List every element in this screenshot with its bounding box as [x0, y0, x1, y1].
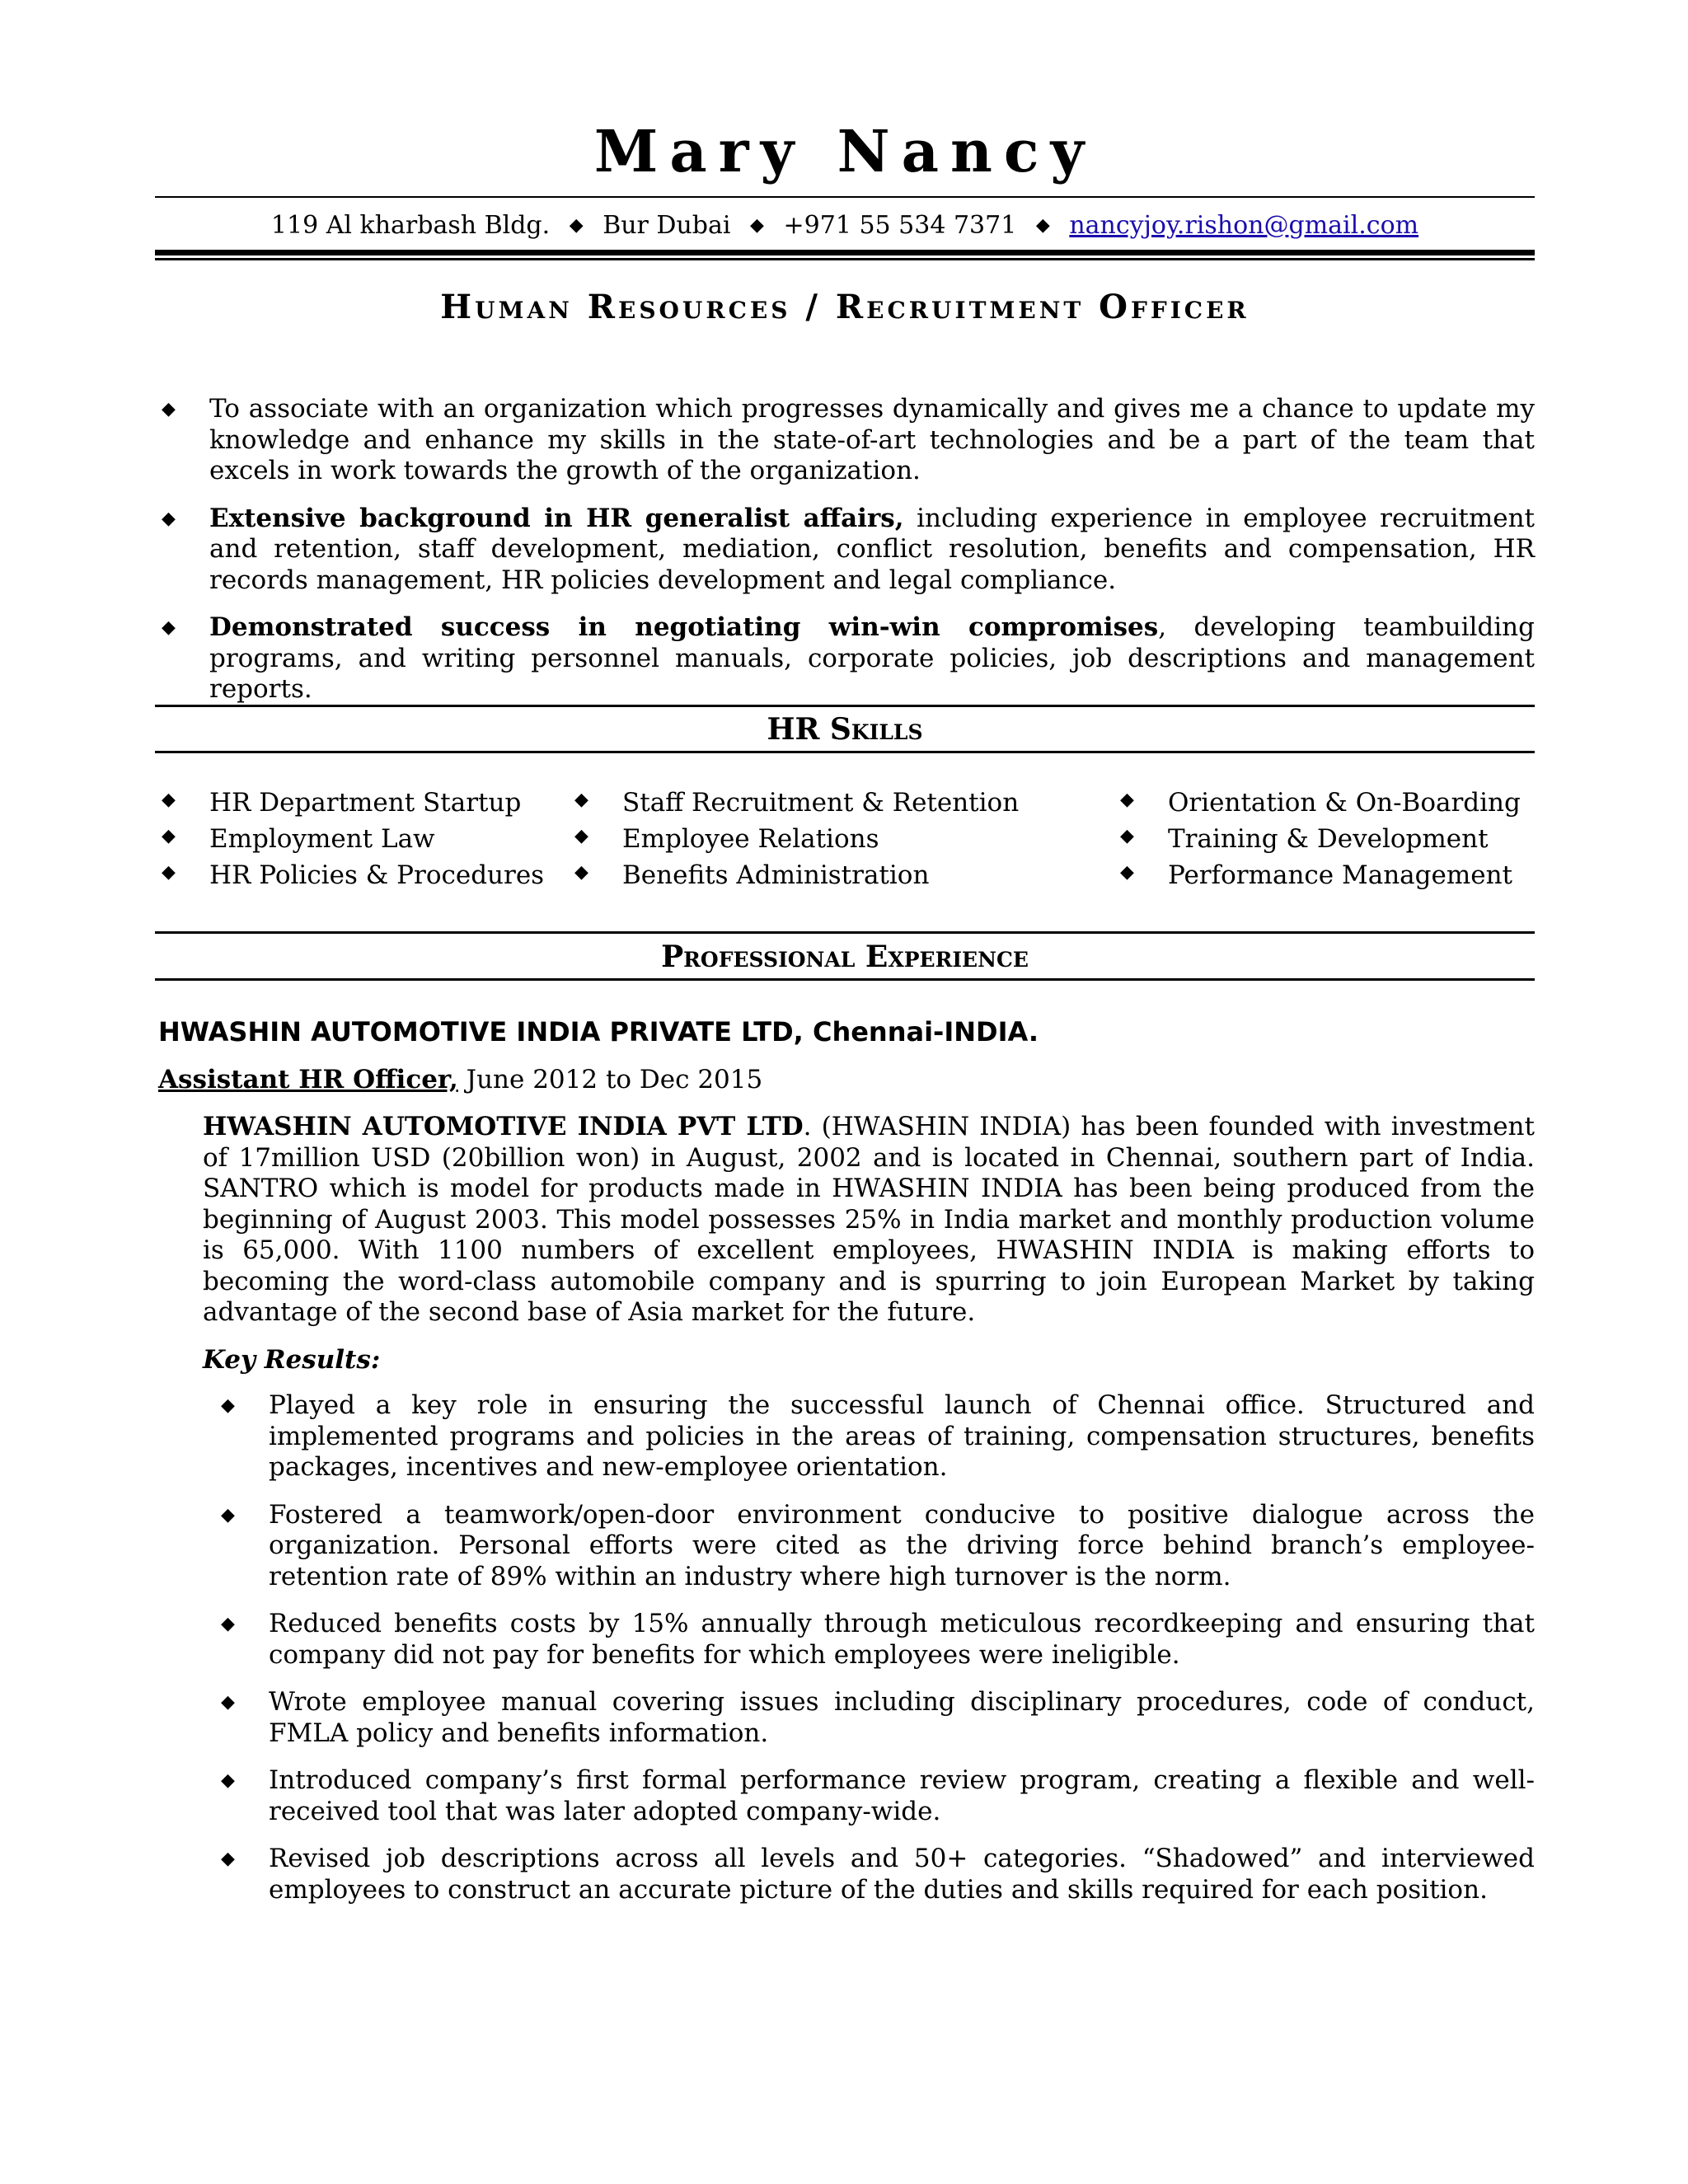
skill-label: HR Policies & Procedures — [209, 860, 545, 890]
diamond-icon: ◆ — [162, 862, 176, 883]
skill-label: Employee Relations — [622, 824, 879, 854]
skill-item — [1120, 821, 1521, 857]
skills-column-3 — [1120, 785, 1521, 893]
skills-column-2 — [574, 785, 1020, 893]
summary-highlight: Demonstrated success in negotiating win-win compromises — [209, 612, 1159, 642]
skill-label: Performance Management — [1168, 860, 1513, 890]
skills-heading: HR Skills — [767, 712, 923, 747]
company-short-name: HWASHIN AUTOMOTIVE INDIA PVT LTD — [203, 1112, 804, 1141]
job-title: Human Resources / Recruitment Officer — [440, 288, 1250, 326]
diamond-icon: ◆ — [1120, 862, 1134, 883]
role-title: Assistant HR Officer, — [158, 1065, 458, 1094]
summary-list — [162, 394, 1535, 722]
skill-label: HR Department Startup — [209, 788, 522, 818]
result-text: Revised job descriptions across all levels and 50+ categories. “Shadowed” and interviewed employees to construct an accurate picture of the duties and skills required for each position. — [269, 1844, 1535, 1905]
diamond-icon: ◆ — [574, 862, 588, 883]
candidate-name: Mary Nancy — [593, 117, 1096, 185]
diamond-icon: ◆ — [221, 1849, 235, 1869]
company-description-text: . (HWASHIN INDIA) has been founded with investment of 17million USD (20billion won) in August, 2002 and is located in Chennai, southern part of India. SANTRO which is model for products made in HWASHIN INDIA has been being produced from the beginning of August 2003. This model possesses 25% in India market and monthly production volume is 65,000. With 1100 numbers of excellent employees, HWASHIN INDIA is making efforts to becoming the word-class automobile company and is spurring to join European Market by taking advantage of the second base of Asia market for the future. — [203, 1112, 1535, 1327]
summary-text: including experience in employee recruitment and retention, staff development, mediation, conflict resolution, benefits and compensation, HR records management, HR policies development and legal compliance. — [209, 503, 1535, 595]
diamond-icon: ◆ — [221, 1504, 235, 1526]
skill-item — [574, 857, 1019, 893]
diamond-icon: ◆ — [574, 790, 588, 810]
result-text: Fostered a teamwork/open-door environment conducive to positive dialogue across the organization. Personal efforts were cited as the driving force behind branch’s employee-retention rate of 89% within an industry where high turnover is the norm. — [269, 1499, 1535, 1591]
skill-label: Orientation & On-Boarding — [1168, 788, 1521, 818]
diamond-icon: ◆ — [162, 508, 176, 529]
diamond-icon: ◆ — [1035, 215, 1050, 236]
diamond-icon: ◆ — [750, 215, 764, 236]
result-text: Played a key role in ensuring the successful launch of Chennai office. Structured and implemented programs and policies in the areas of training, compensation structures, benefits packages, incentives and new-employee orientation. — [269, 1390, 1535, 1482]
diamond-icon: ◆ — [221, 1770, 235, 1791]
email-link[interactable]: nancyjoy.rishon@gmail.com — [1069, 211, 1419, 240]
header-divider-thick — [155, 250, 1535, 255]
diamond-icon: ◆ — [1120, 790, 1134, 810]
result-item — [221, 1390, 1535, 1483]
skill-label: Benefits Administration — [622, 860, 930, 890]
company-name: HWASHIN AUTOMOTIVE INDIA PRIVATE LTD, Chennai-INDIA. — [158, 1016, 1039, 1047]
diamond-icon: ◆ — [221, 1395, 235, 1416]
diamond-icon: ◆ — [569, 215, 584, 236]
skill-item — [162, 785, 544, 821]
summary-text: , developing teambuilding programs, and writing personnel manuals, corporate policies, job descriptions and management reports. — [209, 612, 1535, 704]
skill-item — [162, 857, 545, 893]
skill-label: Employment Law — [209, 824, 435, 854]
header-divider — [155, 196, 1535, 198]
summary-text: To associate with an organization which progresses dynamically and gives me a chance to update my knowledge and enhance my skills in the state-of-art technologies and be a part of the team that excels in work towards the growth of the organization. — [209, 394, 1535, 485]
role-line — [158, 1062, 762, 1098]
skill-item — [1120, 785, 1521, 821]
skill-item — [162, 821, 544, 857]
diamond-icon: ◆ — [574, 826, 588, 846]
skill-label: Staff Recruitment & Retention — [622, 788, 1020, 818]
skill-item — [574, 821, 1019, 857]
result-text: Wrote employee manual covering issues including disciplinary procedures, code of conduct, FMLA policy and benefits information. — [269, 1687, 1535, 1748]
phone: +971 55 534 7371 — [783, 211, 1017, 240]
city: Bur Dubai — [603, 211, 731, 240]
section-divider — [155, 931, 1535, 934]
result-text: Reduced benefits costs by 15% annually through meticulous recordkeeping and ensuring that company did not pay for benefits for which employees were ineligible. — [269, 1609, 1535, 1670]
diamond-icon: ◆ — [1120, 826, 1134, 846]
experience-heading: Professional Experience — [661, 940, 1029, 974]
role-dates: June 2012 to Dec 2015 — [457, 1065, 763, 1094]
section-divider — [155, 751, 1535, 753]
summary-highlight: Extensive background in HR generalist affairs, — [209, 503, 904, 533]
summary-item — [162, 612, 1535, 705]
company-description — [203, 1112, 1535, 1329]
skill-item — [574, 785, 1020, 821]
diamond-icon: ◆ — [221, 1692, 235, 1713]
skill-item — [1120, 857, 1521, 893]
address: 119 Al kharbash Bldg. — [270, 211, 551, 240]
contact-line — [155, 208, 1535, 246]
results-list — [221, 1390, 1535, 1922]
result-item — [221, 1844, 1535, 1905]
result-item — [221, 1499, 1535, 1593]
skill-label: Training & Development — [1168, 824, 1489, 854]
skills-column-1 — [162, 785, 545, 893]
result-text: Introduced company’s first formal performance review program, creating a flexible and well-received tool that was later adopted company-wide. — [269, 1765, 1535, 1826]
key-results-label: Key Results: — [203, 1345, 381, 1375]
diamond-icon: ◆ — [221, 1614, 235, 1634]
result-item — [221, 1765, 1535, 1827]
result-item — [221, 1687, 1535, 1749]
summary-item — [162, 503, 1535, 597]
diamond-icon: ◆ — [162, 790, 176, 810]
diamond-icon: ◆ — [162, 399, 176, 419]
section-divider — [155, 705, 1535, 707]
header-divider-thin — [155, 258, 1535, 260]
result-item — [221, 1609, 1535, 1671]
summary-item — [162, 394, 1535, 487]
diamond-icon: ◆ — [162, 617, 176, 638]
section-divider — [155, 978, 1535, 981]
diamond-icon: ◆ — [162, 826, 176, 846]
